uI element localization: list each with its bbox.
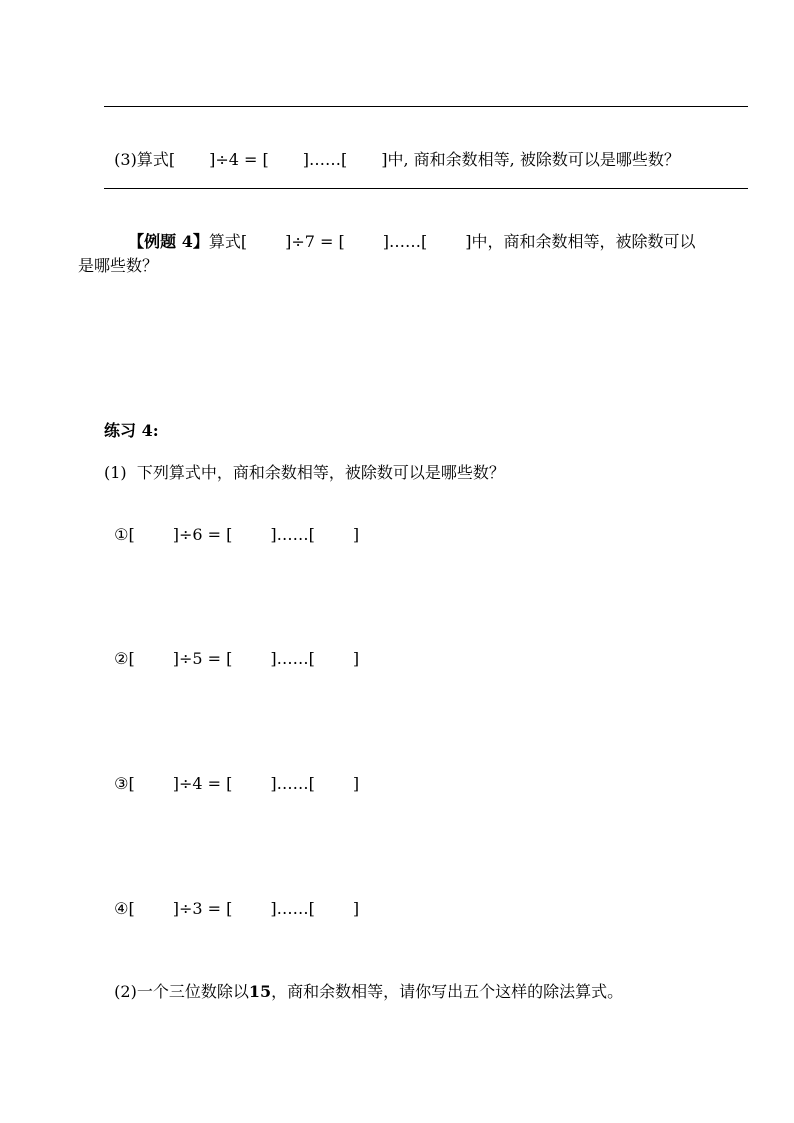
answer-line-top xyxy=(104,106,748,107)
q3-mid2: ]……[ xyxy=(302,150,348,169)
q2-tail: ，商和余数相等，请你写出五个这样的除法算式。 xyxy=(271,982,624,1001)
remainder-part: ]……[ xyxy=(270,899,315,918)
bracket-close: ] xyxy=(352,774,360,793)
equation-item-2 xyxy=(104,629,359,669)
circled-4-marker: ④ xyxy=(114,899,129,918)
circled-3-marker: ③ xyxy=(114,774,129,793)
bracket-close: ] xyxy=(352,649,360,668)
example-4-label: 【例题 4】 xyxy=(128,232,209,251)
example-4-mid2: ]……[ xyxy=(382,232,428,251)
remainder-part: ]……[ xyxy=(270,525,315,544)
practice-question-1: (1) 下列算式中，商和余数相等，被除数可以是哪些数？ xyxy=(104,463,505,482)
bracket-open: [ xyxy=(128,525,135,544)
example-4-prefix: 算式[ xyxy=(208,232,248,251)
bracket-open: [ xyxy=(128,649,135,668)
equation-item-3 xyxy=(104,754,359,794)
bracket-close: ] xyxy=(352,899,360,918)
divisor-part: ]÷6 = [ xyxy=(172,525,233,544)
answer-line-bottom xyxy=(104,188,748,189)
circled-1-marker: ① xyxy=(114,525,129,544)
equation-item-1 xyxy=(104,505,359,545)
practice-4-heading: 练习 4: xyxy=(104,421,159,440)
practice-question-2 xyxy=(104,962,623,1002)
divisor-part: ]÷5 = [ xyxy=(172,649,233,668)
bracket-open: [ xyxy=(128,899,135,918)
q3-tail: ]中, 商和余数相等, 被除数可以是哪些数？ xyxy=(381,150,680,169)
question-3 xyxy=(104,130,680,170)
example-4 xyxy=(118,212,696,252)
circled-2-marker: ② xyxy=(114,649,129,668)
example-4-mid1: ]÷7 = [ xyxy=(285,232,345,251)
bracket-open: [ xyxy=(128,774,135,793)
example-4-tail: ]中，商和余数相等，被除数可以 xyxy=(465,232,696,251)
bracket-close: ] xyxy=(352,525,360,544)
divisor-part: ]÷3 = [ xyxy=(172,899,233,918)
q2-number: 15 xyxy=(248,982,272,1001)
example-4-line2: 是哪些数？ xyxy=(78,256,159,275)
remainder-part: ]……[ xyxy=(270,649,315,668)
q2-prefix: (2)一个三位数除以 xyxy=(114,982,249,1001)
equation-item-4 xyxy=(104,879,359,919)
remainder-part: ]……[ xyxy=(270,774,315,793)
q3-prefix: (3)算式[ xyxy=(114,150,176,169)
divisor-part: ]÷4 = [ xyxy=(172,774,233,793)
q3-mid1: ]÷4 = [ xyxy=(209,150,269,169)
